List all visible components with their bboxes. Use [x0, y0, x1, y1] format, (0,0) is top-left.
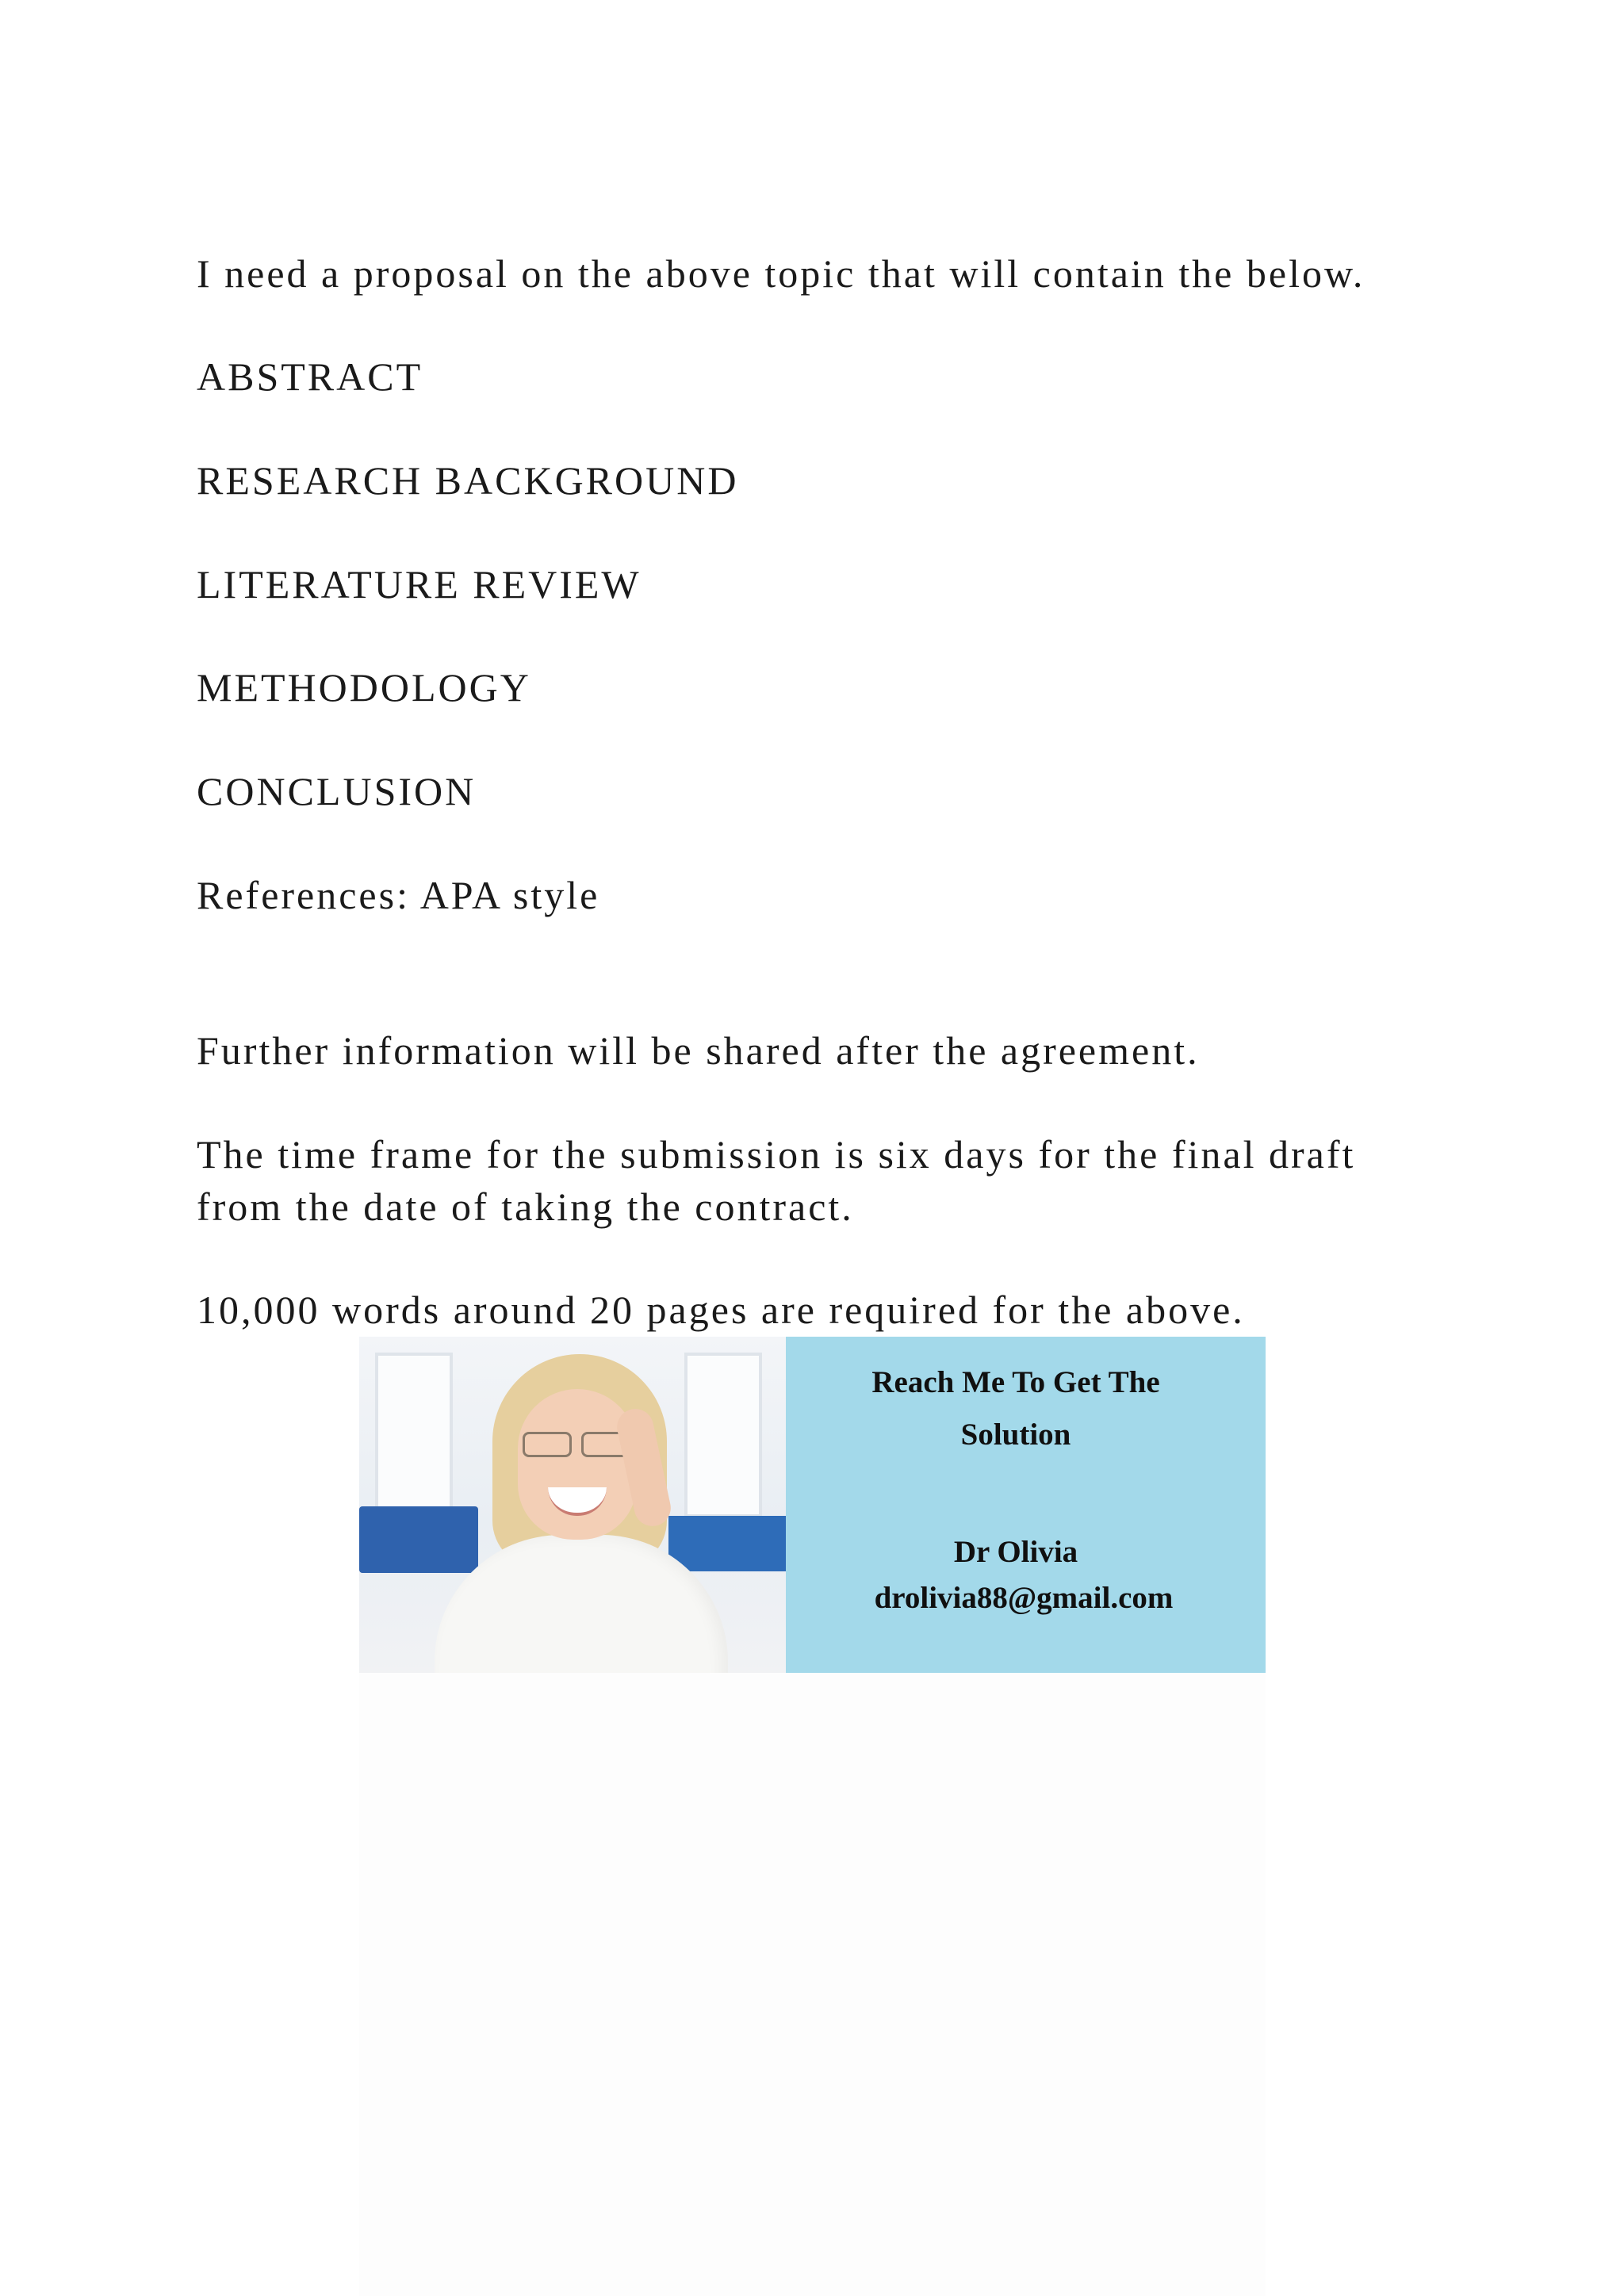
window-decor: [375, 1353, 453, 1517]
section-abstract: ABSTRACT: [197, 354, 423, 399]
blank-image-area: [359, 1673, 1266, 2296]
further-info-text: Further information will be shared after the agreement.: [197, 1028, 1200, 1073]
time-frame-paragraph: [197, 1128, 1497, 1233]
face-shape: [518, 1389, 637, 1540]
glasses-icon: [523, 1432, 630, 1456]
time-frame-line-1: The time frame for the submission is six days for the final draft: [197, 1132, 1356, 1177]
woman-photo: [359, 1337, 786, 1673]
time-frame-line-2: from the date of taking the contract.: [197, 1184, 854, 1229]
intro-text: I need a proposal on the above topic that will contain the below.: [197, 251, 1365, 296]
banner-headline-line-2: Solution: [960, 1418, 1071, 1452]
section-research-background: RESEARCH BACKGROUND: [197, 458, 739, 503]
desk-decor: [359, 1506, 478, 1573]
references-note: References: APA style: [197, 873, 600, 917]
contact-info-panel: [786, 1337, 1266, 1673]
section-literature-review: LITERATURE REVIEW: [197, 562, 642, 607]
window-decor: [684, 1353, 762, 1517]
contact-banner: [359, 1337, 1266, 1673]
section-methodology: METHODOLOGY: [197, 665, 531, 710]
banner-headline-line-1: Reach Me To Get The: [871, 1365, 1160, 1399]
contact-email: drolivia88@gmail.com: [874, 1581, 1174, 1615]
desk-decor: [668, 1516, 786, 1571]
word-count-text: 10,000 words around 20 pages are required for the above.: [197, 1288, 1245, 1332]
contact-name: Dr Olivia: [953, 1535, 1078, 1569]
section-conclusion: CONCLUSION: [197, 769, 477, 813]
